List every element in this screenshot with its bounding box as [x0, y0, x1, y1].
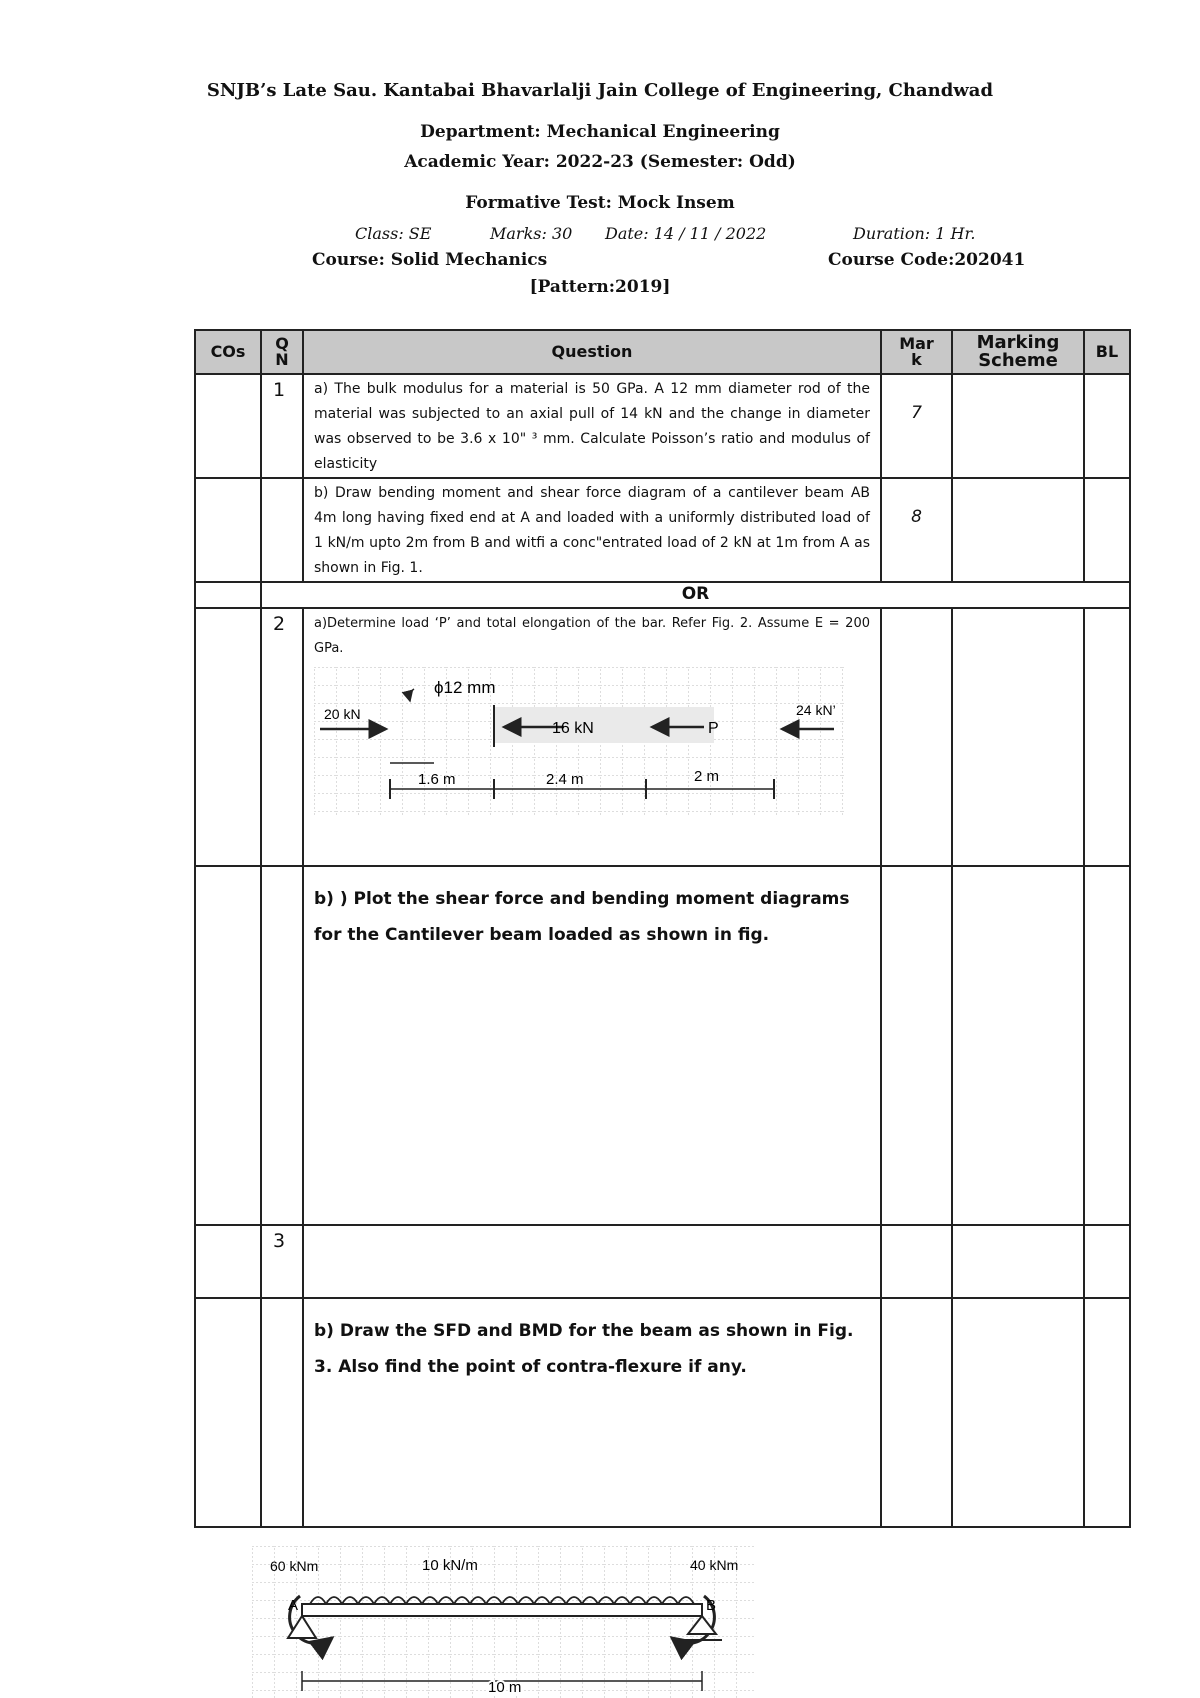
fig2-dia: ϕ12 mm [434, 678, 496, 697]
fig2-load-mid: 16 kN [552, 720, 594, 737]
fig3-beam [302, 1604, 702, 1616]
col-cos: COs [195, 330, 261, 374]
q2b-text: b) ) Plot the shear force and bending moment diagrams for the Cantilever beam loaded as shown in fig. [303, 866, 881, 1225]
fig3-grid [252, 1546, 754, 1698]
pattern: [Pattern:2019] [529, 277, 671, 297]
date-label: Date: 14 / 11 / 2022 [605, 224, 767, 243]
fig2-bar-diagram [314, 667, 844, 817]
q1b-text: b) Draw bending moment and shear force diagram of a cantilever beam AB 4m long having fixed end at A and loaded with a uniformly distributed load of 1 kN/m upto 2m from B and witfi a conc"entrated load of 2 kN at 1m from A as shown in Fig. 1. [303, 478, 881, 582]
q2b-row [195, 866, 1130, 1225]
marks-label: Marks: 30 [490, 224, 573, 243]
or-row [195, 582, 1130, 608]
q1a-marks: 7 [881, 374, 952, 478]
q1b-row [195, 478, 1130, 582]
fig2-bar-section [494, 707, 714, 743]
fig2-len-1: 1.6 m [418, 771, 456, 788]
test-name: Formative Test: Mock Insem [465, 193, 735, 213]
col-qn: Q N [261, 330, 303, 374]
fig3-support-a: A [288, 1597, 299, 1614]
q3b-row [195, 1298, 1130, 1527]
fig3-span: 10 m [488, 1679, 522, 1696]
class-label: Class: SE [355, 224, 432, 243]
fig2-len-3: 2 m [694, 768, 720, 785]
fig3-moment-right: 40 kNm [690, 1557, 739, 1573]
college-name: SNJB’s Late Sau. Kantabai Bhavarlalji Jain College of Engineering, Chandwad [206, 80, 994, 101]
fig2-load-right: 24 kN’ [796, 702, 836, 718]
q2a-row [195, 608, 1130, 866]
col-question: Question [303, 330, 881, 374]
fig2-load-p: P [708, 720, 719, 737]
q1b-marks: 8 [881, 478, 952, 582]
col-scheme: Marking Scheme [952, 330, 1084, 374]
q2-number: 2 [261, 608, 303, 866]
academic-year: Academic Year: 2022-23 (Semester: Odd) [404, 152, 796, 172]
q2a-text: a)Determine load ‘P’ and total elongation of the bar. Refer Fig. 2. Assume E = 200 GPa. [314, 616, 870, 656]
col-mark: Mar k [881, 330, 952, 374]
duration-label: Duration: 1 Hr. [853, 224, 976, 243]
q3b-text: b) Draw the SFD and BMD for the beam as shown in Fig. 3. Also find the point of contra-flexure if any. [303, 1298, 881, 1527]
fig3-udl: 10 kN/m [422, 1557, 478, 1574]
or-label: OR [261, 582, 1130, 608]
question-table [194, 329, 1131, 1528]
col-bl: BL [1084, 330, 1130, 374]
q3-number: 3 [261, 1225, 303, 1298]
fig3-moment-left: 60 kNm [270, 1558, 319, 1574]
q1a-text: a) The bulk modulus for a material is 50 GPa. A 12 mm diameter rod of the material was subjected to an axial pull of 14 kN and the change in diameter was observed to be 3.6 x 10" ³ mm. Calculate Poisson’s ratio and modulus of elasticity [303, 374, 881, 478]
q1a-row [195, 374, 1130, 478]
q3-row [195, 1225, 1130, 1298]
department: Department: Mechanical Engineering [420, 122, 780, 142]
fig2-load-left: 20 kN [324, 706, 361, 722]
header-row [195, 330, 1130, 374]
q1-number: 1 [261, 374, 303, 478]
fig2-len-2: 2.4 m [546, 771, 584, 788]
fig3-beam-diagram [252, 1546, 754, 1698]
course-code: Course Code:202041 [828, 250, 1026, 270]
course-name: Course: Solid Mechanics [312, 250, 548, 270]
fig3-support-b: B [706, 1597, 717, 1614]
